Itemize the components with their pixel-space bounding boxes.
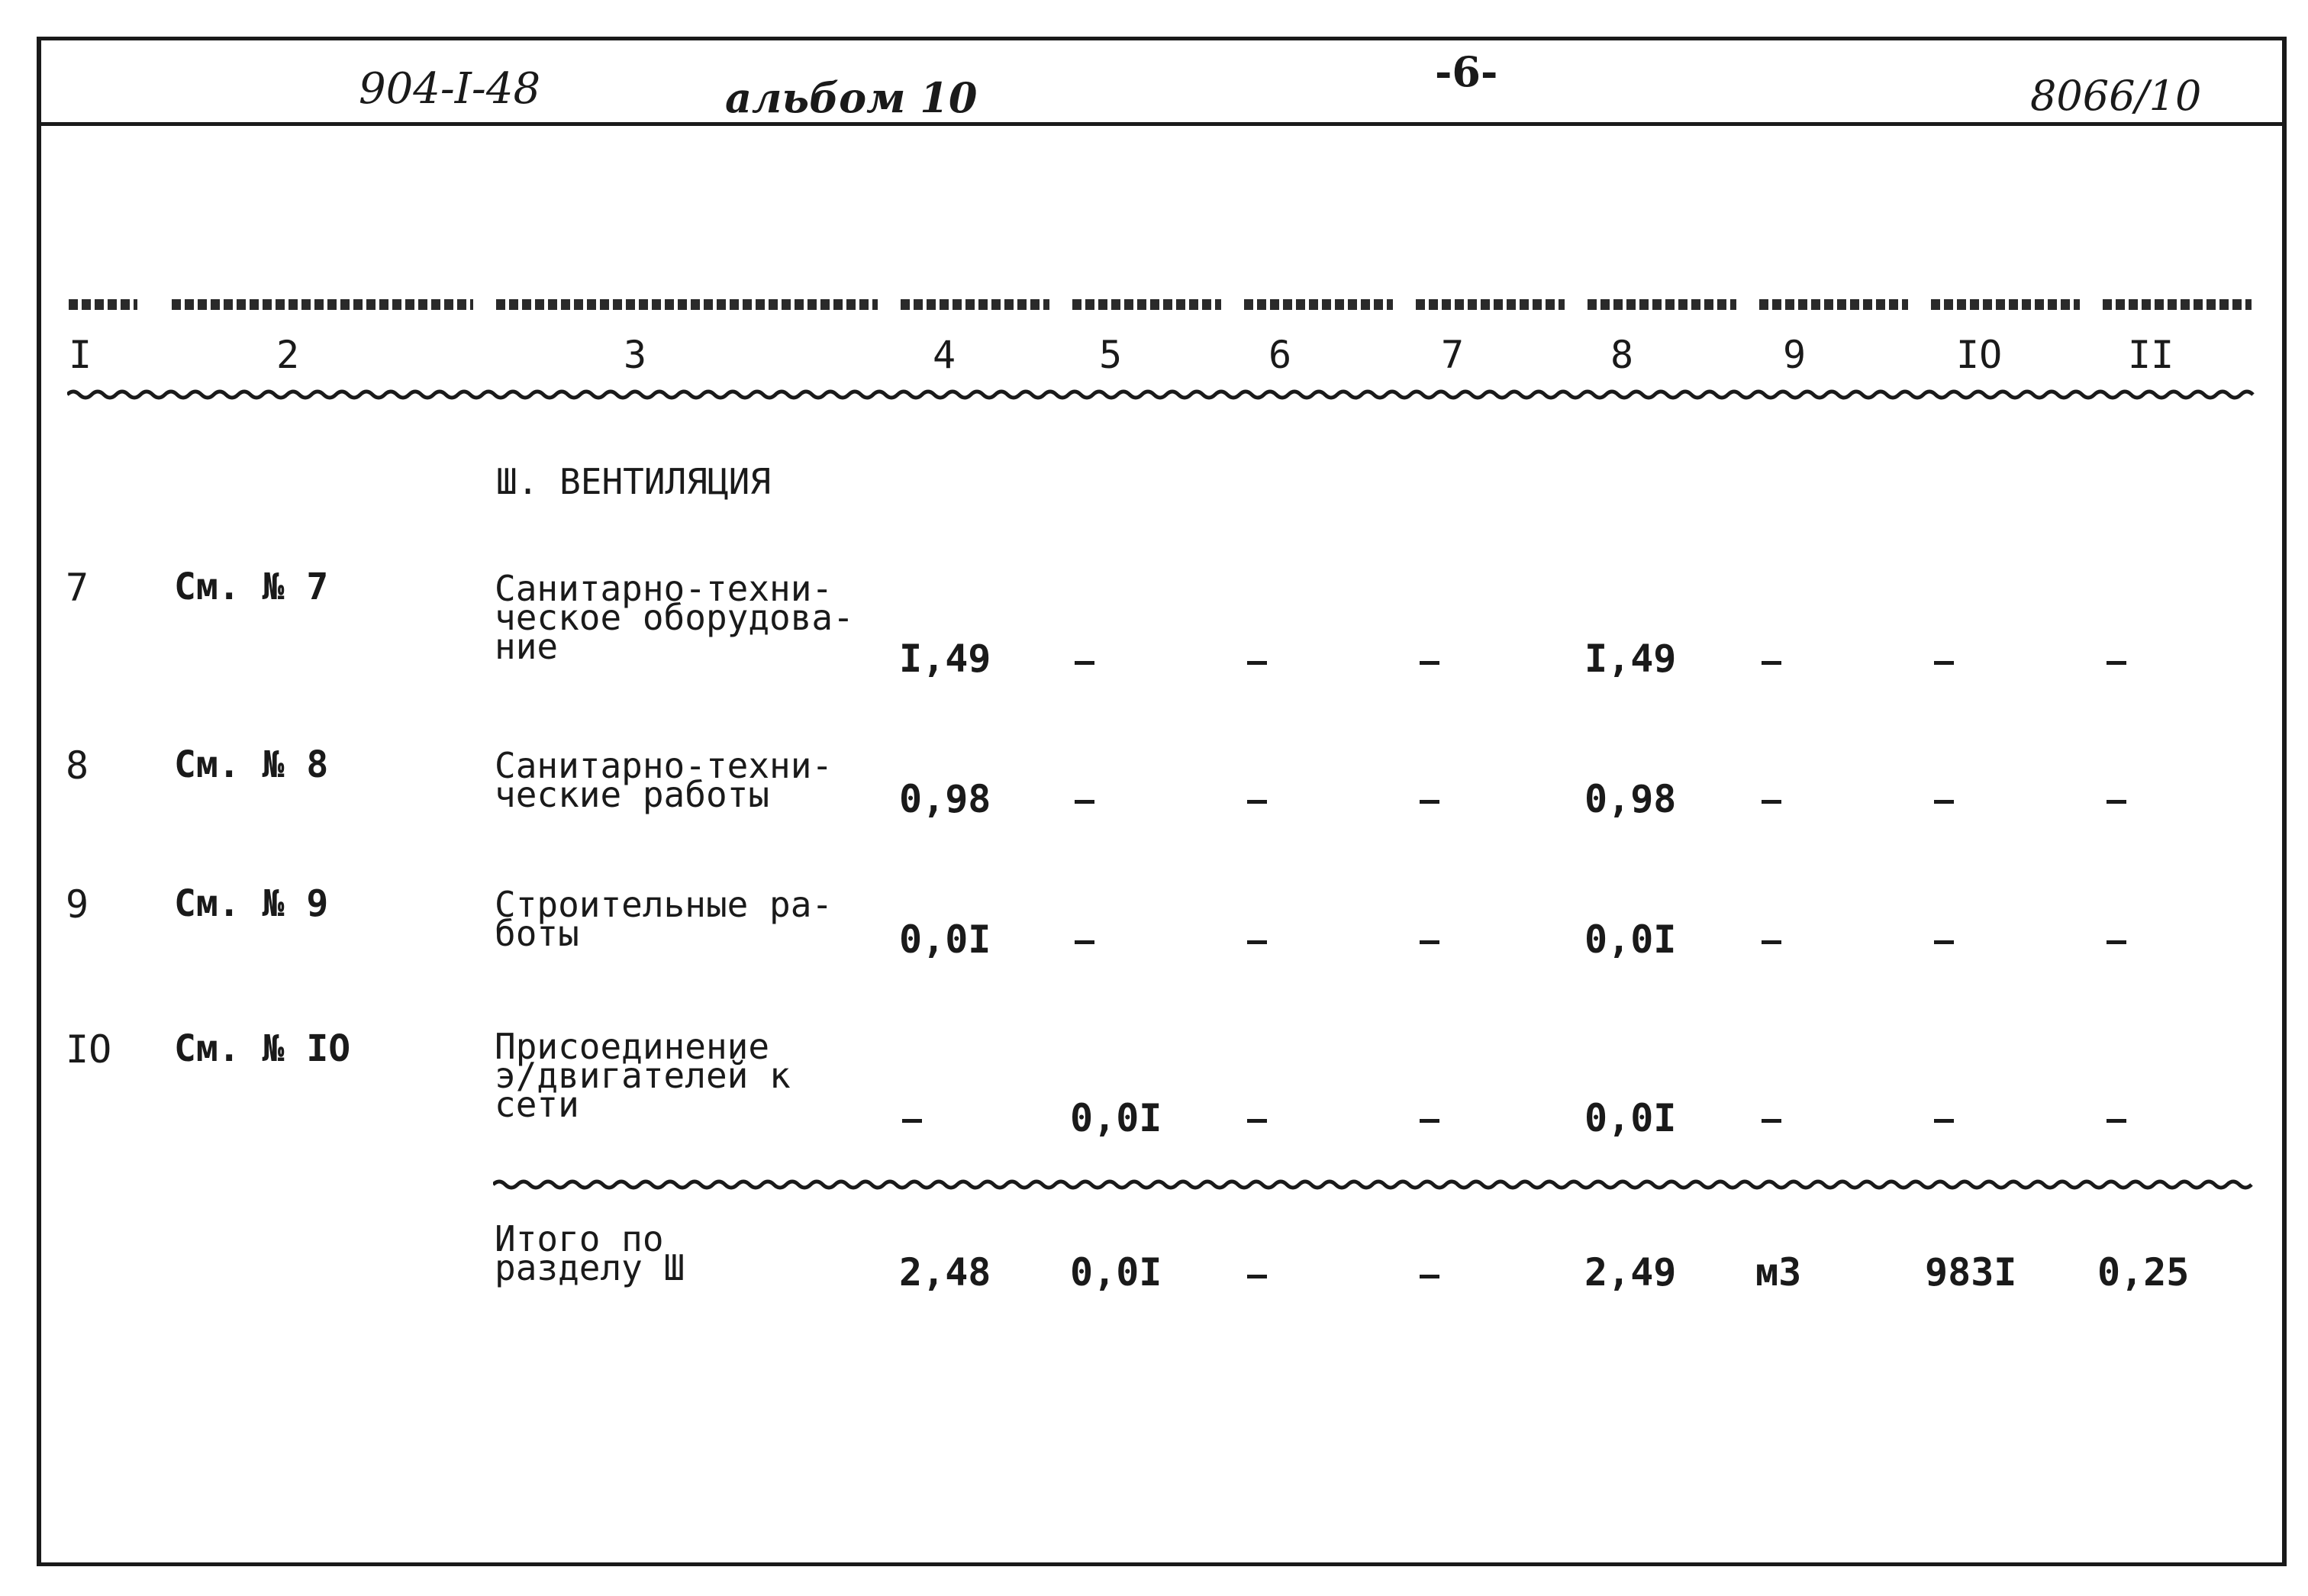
col-10: IO — [1956, 333, 2003, 377]
row-name: Присоединение э/двигателей к сети — [495, 1026, 791, 1125]
row-col4 — [902, 1119, 922, 1123]
row-reference: См. № 8 — [174, 743, 329, 786]
row-col6 — [1247, 661, 1267, 665]
total-col7 — [1420, 1275, 1439, 1278]
row-col10 — [1934, 940, 1954, 944]
row-reference: См. № IO — [174, 1027, 351, 1070]
total-col4: 2,48 — [899, 1250, 991, 1295]
col-2: 2 — [276, 333, 300, 377]
row-name: Санитарно-техни- ческое оборудова- ние — [495, 568, 854, 667]
row-col9 — [1762, 1119, 1781, 1123]
col-6: 6 — [1268, 333, 1292, 377]
total-col10: 983I — [1925, 1250, 2017, 1295]
total-rule — [493, 1175, 2256, 1194]
row-col8: 0,0I — [1584, 1096, 1677, 1140]
row-col8: I,49 — [1584, 637, 1677, 681]
total-col11: 0,25 — [2097, 1250, 2190, 1295]
row-number: 8 — [66, 743, 89, 788]
row-col10 — [1934, 1119, 1954, 1123]
header-rule — [37, 122, 2282, 126]
col-7: 7 — [1441, 333, 1465, 377]
col-11: II — [2128, 333, 2174, 377]
row-col7 — [1420, 940, 1439, 944]
col-3: 3 — [624, 333, 647, 377]
row-name: Санитарно-техни- ческие работы — [495, 745, 833, 815]
row-col9 — [1762, 800, 1781, 804]
row-col8: 0,0I — [1584, 917, 1677, 962]
row-col5 — [1075, 661, 1094, 665]
row-col11 — [2107, 800, 2126, 804]
row-col11 — [2107, 661, 2126, 665]
col-1: I — [69, 333, 92, 377]
col-9: 9 — [1783, 333, 1807, 377]
project-code: 904-I-48 — [359, 64, 541, 114]
total-col9: м3 — [1755, 1250, 1802, 1295]
album-label: альбом 10 — [725, 73, 978, 122]
row-col4: 0,0I — [899, 917, 991, 962]
row-col9 — [1762, 661, 1781, 665]
sheet-code: 8066/10 — [2030, 72, 2202, 120]
row-col5: 0,0I — [1070, 1096, 1162, 1140]
row-col9 — [1762, 940, 1781, 944]
row-name: Строительные ра- боты — [495, 884, 833, 954]
row-col7 — [1420, 1119, 1439, 1123]
total-name: Итого по разделу Ш — [495, 1218, 685, 1288]
row-col5 — [1075, 940, 1094, 944]
row-col6 — [1247, 800, 1267, 804]
row-col10 — [1934, 800, 1954, 804]
row-col6 — [1247, 940, 1267, 944]
section-title: Ш. ВЕНТИЛЯЦИЯ — [496, 461, 772, 502]
total-col6 — [1247, 1275, 1267, 1278]
row-col7 — [1420, 661, 1439, 665]
row-col11 — [2107, 940, 2126, 944]
col-5: 5 — [1099, 333, 1123, 377]
row-col7 — [1420, 800, 1439, 804]
row-number: 7 — [66, 566, 89, 610]
row-col5 — [1075, 800, 1094, 804]
total-col8: 2,49 — [1584, 1250, 1677, 1295]
row-reference: См. № 7 — [174, 566, 329, 608]
col-4: 4 — [933, 333, 956, 377]
row-number: IO — [66, 1027, 112, 1072]
total-col5: 0,0I — [1070, 1250, 1162, 1295]
row-reference: См. № 9 — [174, 882, 329, 925]
page-number: -6- — [1435, 47, 1498, 96]
row-col4: 0,98 — [899, 777, 991, 821]
row-col10 — [1934, 661, 1954, 665]
column-header-bottom-rule — [67, 385, 2258, 404]
col-8: 8 — [1610, 333, 1634, 377]
row-col4: I,49 — [899, 637, 991, 681]
row-number: 9 — [66, 882, 89, 927]
row-col8: 0,98 — [1584, 777, 1677, 821]
row-col11 — [2107, 1119, 2126, 1123]
row-col6 — [1247, 1119, 1267, 1123]
